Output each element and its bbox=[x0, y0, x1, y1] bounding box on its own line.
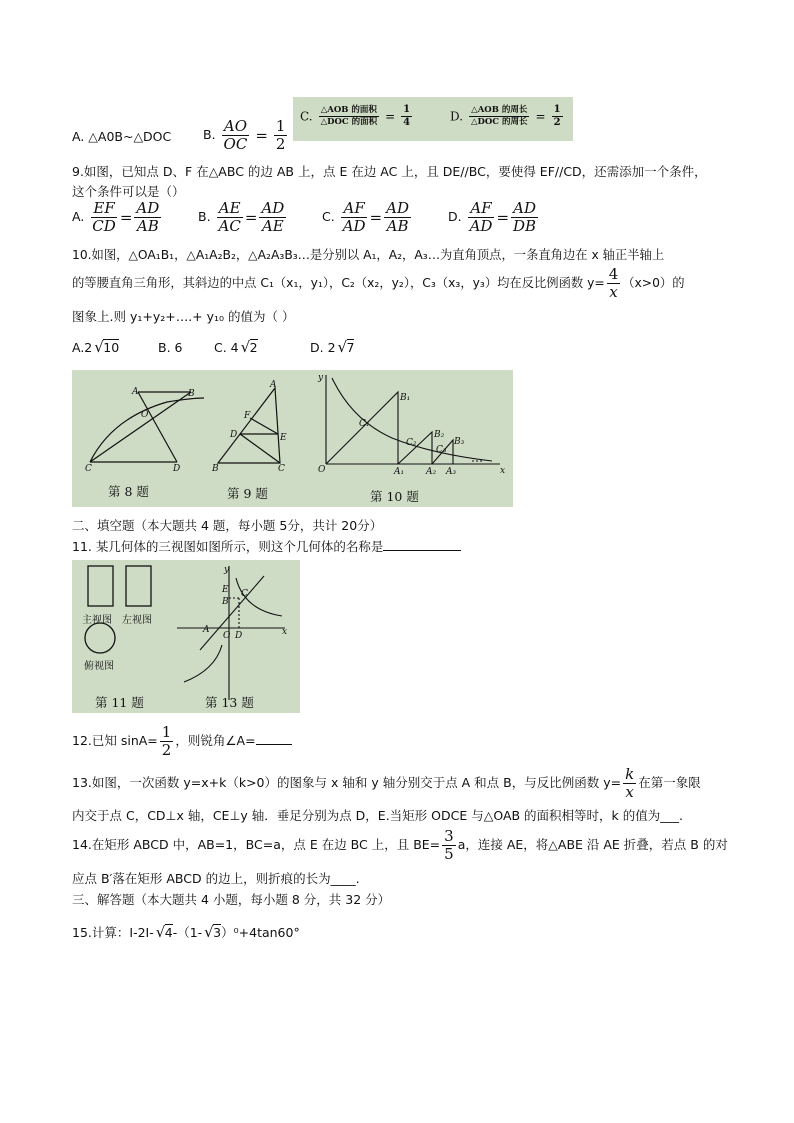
q10-option-c: C. 4 √ 2 bbox=[214, 338, 258, 356]
fig10-label-a1: A₁ bbox=[394, 467, 405, 477]
q9-option-d: D. $\frac{AF}{AD}$ = $\frac{AD}{DB}$ bbox=[448, 199, 537, 235]
caption-fig8: 第 8 题 bbox=[108, 484, 149, 499]
q9-text-line2: 这个条件可以是（） bbox=[72, 184, 185, 199]
figures-panel-q11-q13 bbox=[72, 560, 300, 713]
fig9-label-e: E bbox=[280, 433, 287, 443]
fig13-label-b: B bbox=[222, 597, 229, 607]
label-top-view: 俯视图 bbox=[84, 661, 114, 672]
q10-text-line2: 的等腰直角三角形，其斜边的中点 C₁（x₁，y₁），C₂（x₂，y₂），C₃（x₃，y₃）均在反比例函数 y= $\frac{4}{x}$ （x>0）的 bbox=[72, 265, 685, 301]
q10-text-line3: 图象上.则 y₁+y₂+….+ y₁₀ 的值为（ ） bbox=[72, 309, 295, 324]
fig8-label-o: O bbox=[141, 410, 149, 420]
q8-option-c: C. $\frac{\text{△AOB 的面积}}{\text{△DOC 的面积}}$ = $\frac{1}{4}$ bbox=[300, 104, 411, 128]
q13-text-line1: 13.如图，一次函数 y=x+k（k>0）的图象与 x 轴和 y 轴分别交于点 A 和点 B，与反比例函数 y= $\frac{k}{x}$ 在第一象限 bbox=[72, 765, 701, 801]
q14-text-line1: 14.在矩形 ABCD 中，AB=1，BC=a，点 E 在边 BC 上，且 BE= $\frac{3}{5}$ a，连接 AE，将△ABE 沿 AE 折叠，若点 B 的对 bbox=[72, 827, 728, 863]
fig10-label-x: x bbox=[500, 466, 506, 476]
fig9-label-f: F bbox=[244, 411, 251, 421]
fig10-label-o: O bbox=[318, 465, 326, 475]
caption-fig13: 第 13 题 bbox=[205, 695, 254, 710]
figure-q10 bbox=[326, 375, 500, 464]
fig8-label-b: B bbox=[188, 389, 195, 399]
fig10-label-b1: B₁ bbox=[400, 393, 411, 403]
fig8-label-a: A bbox=[132, 387, 139, 397]
q10-text-line1: 10.如图，△OA₁B₁，△A₁A₂B₂，△A₂A₃B₃…是分别以 A₁，A₂，A₃…为直角顶点，一条直角边在 x 轴正半轴上 bbox=[72, 248, 665, 262]
fig10-label-b3: B₃ bbox=[454, 437, 465, 447]
q14-text-line2: 应点 B′落在矩形 ABCD 的边上，则折痕的长为____. bbox=[72, 871, 360, 886]
fig10-label-y: y bbox=[318, 373, 324, 383]
fig10-label-a2: A₂ bbox=[426, 467, 437, 477]
fig9-label-a: A bbox=[270, 380, 277, 390]
q8-option-d: D. $\frac{\text{△AOB 的周长}}{\text{△DOC 的周长}}$ = $\frac{1}{2}$ bbox=[450, 104, 561, 128]
fig13-label-o: O bbox=[223, 631, 231, 641]
section3-heading: 三、解答题（本大题共 4 小题，每小题 8 分，共 32 分） bbox=[72, 892, 391, 907]
q9-option-a: A. $\frac{EF}{CD}$ = $\frac{AD}{AB}$ bbox=[72, 199, 160, 235]
fig10-label-c3: C₃ bbox=[436, 445, 447, 455]
fig9-label-b: B bbox=[212, 464, 219, 474]
fig13-label-a: A bbox=[203, 625, 210, 635]
caption-fig10: 第 10 题 bbox=[370, 489, 419, 504]
q10-option-d: D. 2 √ 7 bbox=[310, 338, 355, 356]
fig9-label-c: C bbox=[278, 464, 285, 474]
fig10-label-c2: C₂ bbox=[406, 438, 417, 448]
fig10-label-b2: B₂ bbox=[434, 430, 445, 440]
q12-text: 12.已知 sinA= $\frac{1}{2}$ ，则锐角∠A= bbox=[72, 724, 292, 759]
fig8-label-d: D bbox=[173, 464, 181, 474]
q9-option-c: C. $\frac{AF}{AD}$ = $\frac{AD}{AB}$ bbox=[322, 199, 409, 235]
figure-q8 bbox=[90, 392, 204, 462]
q9-text-line1: 9.如图，已知点 D、F 在△ABC 的边 AB 上，点 E 在边 AC 上，且 DE//BC，要使得 EF//CD，还需添加一个条件， bbox=[72, 164, 707, 179]
caption-fig11: 第 11 题 bbox=[95, 695, 144, 710]
label-front-view: 主视图 bbox=[82, 615, 112, 626]
fig13-label-d: D bbox=[235, 631, 243, 641]
fig13-label-e: E bbox=[222, 585, 229, 595]
caption-fig9: 第 9 题 bbox=[227, 486, 268, 501]
q13-text-line2: 内交于点 C，CD⊥x 轴，CE⊥y 轴．垂足分别为点 D，E.当矩形 ODCE 与△OAB 的面积相等时，k 的值为___. bbox=[72, 808, 683, 823]
fig10-label-c1: C₁ bbox=[359, 419, 370, 429]
fig10-label-a3: A₃ bbox=[446, 467, 457, 477]
q15-text: 15.计算：I-2I- √ 4-（1- √ 3）⁰+4tan60° bbox=[72, 923, 300, 941]
label-left-view: 左视图 bbox=[122, 615, 152, 626]
fig13-label-y: y bbox=[224, 565, 230, 575]
q9-option-b: B. $\frac{AE}{AC}$ = $\frac{AD}{AE}$ bbox=[198, 199, 285, 235]
fig9-label-d: D bbox=[230, 430, 238, 440]
figures-q11-q13-svg bbox=[72, 560, 300, 713]
q8-option-a: A. △A0B~△DOC bbox=[72, 129, 172, 144]
figure-q11 bbox=[85, 566, 151, 653]
fig13-label-x: x bbox=[282, 627, 288, 637]
q11-text: 11. 某几何体的三视图如图所示，则这个几何体的名称是 bbox=[72, 537, 461, 555]
q10-option-a: A.2 √ 10 bbox=[72, 338, 120, 356]
figure-q13 bbox=[177, 566, 288, 700]
fig8-label-c: C bbox=[85, 464, 92, 474]
fig13-label-c: C bbox=[241, 589, 248, 599]
figure-q9 bbox=[218, 388, 280, 463]
q8-option-b: B. $\frac{AO}{OC}$ = $\frac{1}{2}$ bbox=[203, 117, 286, 153]
q10-option-b: B. 6 bbox=[158, 340, 183, 355]
section2-heading: 二、填空题（本大题共 4 题，每小题 5分，共计 20分） bbox=[72, 518, 383, 533]
